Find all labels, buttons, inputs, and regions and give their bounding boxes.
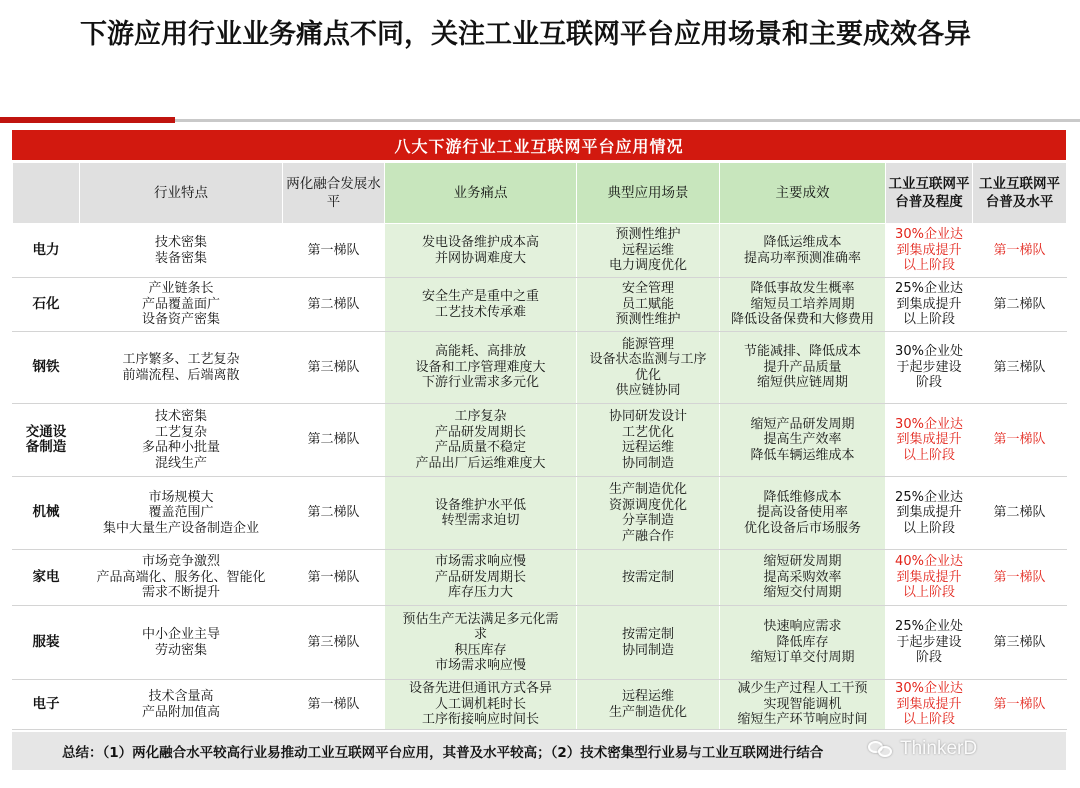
industry-features-line: 多品种小批量 <box>141 440 220 455</box>
fusion-level: 第二梯队 <box>283 404 385 477</box>
pain-points-line: 发电设备维护成本高 <box>421 235 539 250</box>
adoption-degree-line: 25%企业处 <box>895 619 963 635</box>
adoption-degree-line: 40%企业达 <box>895 554 963 570</box>
adoption-degree <box>886 224 973 278</box>
main-outcomes-line: 优化设备后市场服务 <box>743 520 861 536</box>
main-outcomes-line: 缩短供应链周期 <box>756 375 848 391</box>
industry-name: 石化 <box>13 278 80 332</box>
industry-name: 电力 <box>13 224 80 278</box>
pain-points-line: 高能耗、高排放 <box>434 344 526 360</box>
main-outcomes-line: 快速响应需求 <box>763 619 842 635</box>
typical-scenarios-line: 生产制造优化 <box>608 482 687 497</box>
pain-points-line: 转型需求迫切 <box>441 513 520 528</box>
adoption-degree-line: 30%企业达 <box>895 227 963 243</box>
main-outcomes <box>720 224 886 278</box>
adoption-degree-line: 以上阶段 <box>902 585 955 601</box>
pain-points <box>385 278 577 332</box>
pain-points-line: 工序衔接响应时间长 <box>421 712 539 728</box>
industry-name: 服装 <box>13 606 80 680</box>
industry-features-line: 装备密集 <box>154 250 207 266</box>
main-outcomes-line: 降低事故发生概率 <box>750 281 855 297</box>
industry-features-line: 需求不断提升 <box>141 585 220 601</box>
pain-points-line: 设备维护水平低 <box>434 497 526 513</box>
industry-features-line: 劳动密集 <box>154 642 207 658</box>
typical-scenarios-line: 生产制造优化 <box>608 704 687 720</box>
pain-points <box>385 550 577 606</box>
adoption-level: 第二梯队 <box>973 278 1067 332</box>
pain-points-line: 积压库存 <box>454 642 507 658</box>
adoption-degree-line: 以上阶段 <box>902 258 955 274</box>
industry-features-line: 覆盖范围广 <box>148 505 214 521</box>
industry-name: 交通设备制造 <box>13 404 80 477</box>
pain-points-line: 产品出厂后运维难度大 <box>415 455 546 471</box>
typical-scenarios <box>577 278 720 332</box>
industry-features <box>80 477 283 550</box>
industry-features-line: 混线生产 <box>154 455 207 471</box>
industry-features <box>80 224 283 278</box>
industry-name: 家电 <box>13 550 80 606</box>
industry-features-line: 市场规模大 <box>148 489 214 505</box>
main-outcomes-line: 提高采购效率 <box>763 569 842 585</box>
adoption-degree-line: 30%企业处 <box>895 344 963 360</box>
adoption-level: 第一梯队 <box>973 224 1067 278</box>
fusion-level: 第三梯队 <box>283 606 385 680</box>
typical-scenarios-line: 协同研发设计 <box>608 409 687 424</box>
adoption-degree-line: 以上阶段 <box>902 447 955 463</box>
main-outcomes-line: 提高设备使用率 <box>756 505 848 521</box>
typical-scenarios-line: 按需定制 <box>621 627 674 642</box>
fusion-level: 第二梯队 <box>283 477 385 550</box>
main-outcomes <box>720 477 886 550</box>
adoption-degree-line: 到集成提升 <box>896 296 962 312</box>
main-outcomes-line: 提升产品质量 <box>763 359 842 375</box>
industry-features-line: 工艺复杂 <box>154 424 207 440</box>
table-row <box>13 224 1067 278</box>
main-outcomes-line: 降低运维成本 <box>763 235 842 250</box>
main-outcomes-line: 实现智能调机 <box>763 696 842 712</box>
typical-scenarios-line: 电力调度优化 <box>608 258 687 274</box>
adoption-degree <box>886 550 973 606</box>
adoption-degree-line: 到集成提升 <box>896 242 962 258</box>
pain-points-line: 工序复杂 <box>454 409 507 424</box>
industry-features <box>80 550 283 606</box>
typical-scenarios-line: 安全管理 <box>621 281 674 297</box>
typical-scenarios <box>577 477 720 550</box>
pain-points-line: 设备先进但通讯方式各异 <box>408 681 552 697</box>
header-features: 行业特点 <box>80 163 283 224</box>
header-scenarios: 典型应用场景 <box>577 163 720 224</box>
industry-features-line: 前端流程、后端离散 <box>122 367 240 383</box>
adoption-level: 第一梯队 <box>973 550 1067 606</box>
adoption-degree <box>886 278 973 332</box>
title-rule-accent <box>0 117 175 123</box>
wechat-icon <box>868 739 894 759</box>
pain-points-line: 产品研发周期长 <box>434 569 526 585</box>
adoption-level: 第二梯队 <box>973 477 1067 550</box>
industry-features-line: 市场竞争激烈 <box>141 554 220 570</box>
table-row <box>13 550 1067 606</box>
main-outcomes-line: 缩短订单交付周期 <box>750 650 855 666</box>
header-industry <box>13 163 80 224</box>
fusion-level: 第三梯队 <box>283 332 385 404</box>
pain-points-line: 产品质量不稳定 <box>434 440 526 455</box>
main-outcomes <box>720 606 886 680</box>
adoption-degree-line: 到集成提升 <box>896 505 962 521</box>
adoption-degree-line: 于起步建设 <box>896 634 962 650</box>
header-fusion-level: 两化融合发展水平 <box>283 163 385 224</box>
industry-features <box>80 278 283 332</box>
header-adoption-level: 工业互联网平台普及水平 <box>973 163 1067 224</box>
pain-points <box>385 404 577 477</box>
industry-name: 钢铁 <box>13 332 80 404</box>
typical-scenarios <box>577 680 720 730</box>
industry-features-line: 产业链条长 <box>148 281 214 297</box>
header-pain-points: 业务痛点 <box>385 163 577 224</box>
pain-points-line: 产品研发周期长 <box>434 424 526 440</box>
title-rule <box>175 119 1080 122</box>
typical-scenarios-line: 工艺优化 <box>621 424 674 440</box>
pain-points <box>385 606 577 680</box>
summary-bar: 总结：（1）两化融合水平较高行业易推动工业互联网平台应用，其普及水平较高；（2）技术密集型行业易与工业互联网进行结合 <box>12 732 1066 770</box>
adoption-degree-line: 到集成提升 <box>896 696 962 712</box>
pain-points <box>385 224 577 278</box>
adoption-degree-line: 于起步建设 <box>896 359 962 375</box>
industry-features-line: 产品覆盖面广 <box>141 296 220 312</box>
typical-scenarios-line: 按需定制 <box>621 569 674 585</box>
watermark-text: ThinkerD <box>900 738 978 759</box>
adoption-level: 第一梯队 <box>973 404 1067 477</box>
main-outcomes-line: 缩短员工培养周期 <box>750 296 855 312</box>
adoption-degree-line: 以上阶段 <box>902 520 955 536</box>
main-outcomes-line: 缩短产品研发周期 <box>750 416 855 432</box>
pain-points-line: 并网协调难度大 <box>434 250 526 266</box>
industry-features <box>80 680 283 730</box>
pain-points <box>385 680 577 730</box>
table-body <box>13 224 1067 730</box>
pain-points-line: 库存压力大 <box>447 585 513 601</box>
adoption-degree <box>886 332 973 404</box>
industry-features <box>80 332 283 404</box>
pain-points <box>385 332 577 404</box>
pain-points-line: 求 <box>473 627 487 642</box>
pain-points-line: 人工调机耗时长 <box>434 696 526 712</box>
main-outcomes-line: 减少生产过程人工干预 <box>737 681 868 697</box>
industry-table <box>12 162 1067 730</box>
industry-name: 电子 <box>13 680 80 730</box>
adoption-degree <box>886 606 973 680</box>
table-header-row <box>13 163 1067 224</box>
typical-scenarios <box>577 550 720 606</box>
main-outcomes <box>720 550 886 606</box>
adoption-degree-line: 30%企业达 <box>895 681 963 697</box>
adoption-degree-line: 到集成提升 <box>896 569 962 585</box>
table-title-banner: 八大下游行业工业互联网平台应用情况 <box>12 130 1066 160</box>
industry-features-line: 技术含量高 <box>148 689 214 704</box>
pain-points-line: 工艺技术传承难 <box>434 304 526 320</box>
main-outcomes-line: 降低维修成本 <box>763 489 842 505</box>
main-outcomes-line: 节能减排、降低成本 <box>743 344 861 360</box>
industry-name: 机械 <box>13 477 80 550</box>
main-outcomes <box>720 278 886 332</box>
pain-points-line: 市场需求响应慢 <box>434 554 526 570</box>
industry-features <box>80 404 283 477</box>
adoption-degree-line: 以上阶段 <box>902 312 955 328</box>
industry-features-line: 中小企业主导 <box>141 627 220 642</box>
table-row <box>13 404 1067 477</box>
typical-scenarios-line: 产融合作 <box>621 528 674 544</box>
main-outcomes <box>720 404 886 477</box>
main-outcomes-line: 缩短研发周期 <box>763 554 842 570</box>
typical-scenarios-line: 远程运维 <box>621 440 674 455</box>
typical-scenarios <box>577 404 720 477</box>
pain-points-line: 市场需求响应慢 <box>434 658 526 673</box>
main-outcomes-line: 缩短交付周期 <box>763 585 842 601</box>
typical-scenarios-line: 协同制造 <box>621 455 674 471</box>
adoption-degree <box>886 680 973 730</box>
adoption-degree-line: 阶段 <box>915 650 942 666</box>
table-row <box>13 278 1067 332</box>
watermark <box>868 734 1048 764</box>
industry-features-line: 集中大量生产设备制造企业 <box>102 520 259 536</box>
typical-scenarios-line: 远程运维 <box>621 242 674 258</box>
main-outcomes-line: 降低设备保费和大修费用 <box>730 312 874 328</box>
main-outcomes-line: 提高功率预测准确率 <box>743 250 861 266</box>
typical-scenarios-line: 协同制造 <box>621 642 674 658</box>
typical-scenarios-line: 优化 <box>634 367 661 383</box>
industry-features-line: 产品高端化、服务化、智能化 <box>96 569 266 585</box>
typical-scenarios <box>577 224 720 278</box>
adoption-level: 第三梯队 <box>973 332 1067 404</box>
adoption-degree-line: 到集成提升 <box>896 432 962 448</box>
typical-scenarios-line: 预测性维护 <box>615 312 681 328</box>
industry-features-line: 产品附加值高 <box>141 704 220 720</box>
adoption-degree <box>886 477 973 550</box>
header-adoption-degree: 工业互联网平台普及程度 <box>886 163 973 224</box>
main-outcomes-line: 降低库存 <box>776 634 829 650</box>
main-outcomes <box>720 680 886 730</box>
adoption-degree-line: 30%企业达 <box>895 416 963 432</box>
adoption-degree <box>886 404 973 477</box>
main-outcomes-line: 提高生产效率 <box>763 432 842 448</box>
table-row <box>13 606 1067 680</box>
industry-features-line: 工序繁多、工艺复杂 <box>122 352 240 367</box>
typical-scenarios-line: 能源管理 <box>621 336 674 352</box>
fusion-level: 第一梯队 <box>283 680 385 730</box>
industry-features-line: 技术密集 <box>154 409 207 424</box>
typical-scenarios-line: 预测性维护 <box>615 227 681 243</box>
table-row <box>13 477 1067 550</box>
adoption-degree-line: 25%企业达 <box>895 281 963 297</box>
page-title: 下游应用行业业务痛点不同，关注工业互联网平台应用场景和主要成效各异 <box>80 19 971 50</box>
adoption-degree-line: 阶段 <box>915 375 942 391</box>
adoption-level: 第三梯队 <box>973 606 1067 680</box>
fusion-level: 第二梯队 <box>283 278 385 332</box>
typical-scenarios <box>577 606 720 680</box>
table-row <box>13 332 1067 404</box>
main-outcomes-line: 缩短生产环节响应时间 <box>737 712 868 728</box>
typical-scenarios-line: 分享制造 <box>621 513 674 528</box>
industry-features-line: 技术密集 <box>154 235 207 250</box>
typical-scenarios-line: 员工赋能 <box>621 296 674 312</box>
typical-scenarios-line: 资源调度优化 <box>608 497 687 513</box>
industry-features-line: 设备资产密集 <box>141 312 220 328</box>
fusion-level: 第一梯队 <box>283 550 385 606</box>
main-outcomes <box>720 332 886 404</box>
pain-points <box>385 477 577 550</box>
typical-scenarios-line: 设备状态监测与工序 <box>589 352 707 367</box>
adoption-degree-line: 以上阶段 <box>902 712 955 728</box>
typical-scenarios <box>577 332 720 404</box>
typical-scenarios-line: 供应链协同 <box>615 383 681 398</box>
pain-points-line: 预估生产无法满足多元化需 <box>402 611 559 627</box>
adoption-degree-line: 25%企业达 <box>895 489 963 505</box>
adoption-level: 第一梯队 <box>973 680 1067 730</box>
pain-points-line: 下游行业需求多元化 <box>421 375 539 391</box>
industry-features <box>80 606 283 680</box>
header-outcomes: 主要成效 <box>720 163 886 224</box>
pain-points-line: 安全生产是重中之重 <box>421 289 539 304</box>
table-row <box>13 680 1067 730</box>
fusion-level: 第一梯队 <box>283 224 385 278</box>
main-outcomes-line: 降低车辆运维成本 <box>750 447 855 463</box>
typical-scenarios-line: 远程运维 <box>621 689 674 704</box>
pain-points-line: 设备和工序管理难度大 <box>415 359 546 375</box>
